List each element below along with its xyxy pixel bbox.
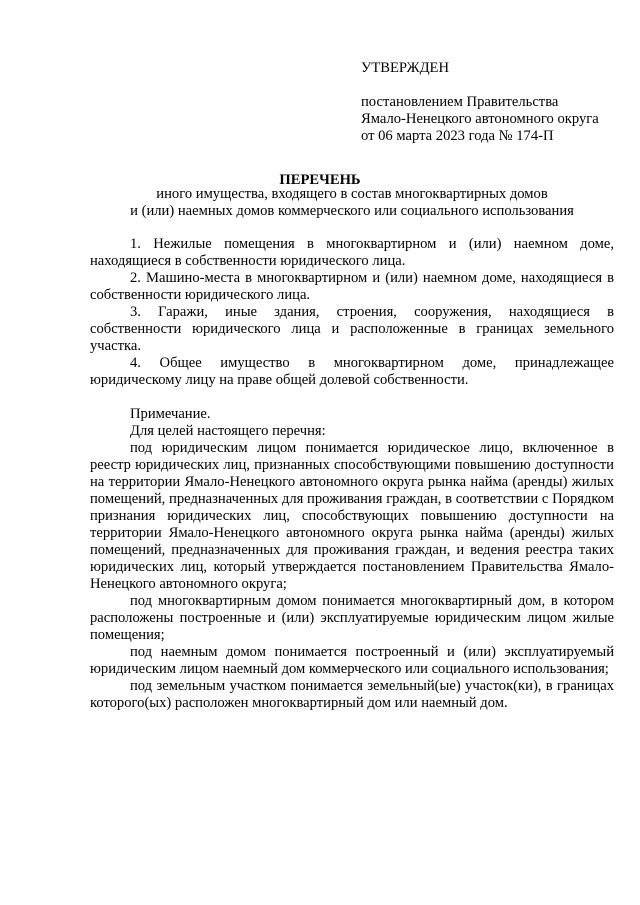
- subtitle-line-1: иного имущества, входящего в состав многоквартирных домов: [156, 186, 548, 202]
- list-item-4: 4. Общее имущество в многоквартирном доме, принадлежащее юридическому лицу на праве общей долевой собственности.: [90, 355, 614, 388]
- document-body: [90, 236, 614, 712]
- note-intro: Для целей настоящего перечня:: [130, 423, 326, 439]
- list-item-3: 3. Гаражи, иные здания, строения, сооружения, находящиеся в собственности юридического лица и расположенные в границах земельного участка.: [90, 304, 614, 354]
- note-heading: Примечание.: [130, 406, 211, 422]
- list-item-1: 1. Нежилые помещения в многоквартирном и (или) наемном доме, находящиеся в собственности юридического лица.: [90, 236, 614, 269]
- note-paragraph-1: под юридическим лицом понимается юридическое лицо, включенное в реестр юридических лиц, признанных способствующими повышению доступности на территории Ямало-Ненецкого автономного округа рынка найма (аренды) жилых помещений, предназначенных для проживания граждан, в соответствии с Порядком признания юридических лиц, способствующих повышению доступности на территории Ямало-Ненецкого автономного округа рынка найма (аренды) жилых помещений, предназначенных для проживания граждан, и ведения реестра таких юридических лиц, который утверждается постановлением Правительства Ямало-Ненецкого автономного округа;: [90, 440, 614, 592]
- note-paragraph-3: под наемным домом понимается построенный и (или) эксплуатируемый юридическим лицом наемный дом коммерческого или социального использования;: [90, 644, 614, 677]
- document-subtitle: [90, 186, 614, 220]
- approval-details: [361, 94, 631, 145]
- approval-line-2: Ямало-Ненецкого автономного округа: [361, 111, 599, 127]
- note-paragraph-2: под многоквартирным домом понимается многоквартирный дом, в котором расположены построенные и (или) эксплуатируемые юридическим лицом жилые помещения;: [90, 593, 614, 643]
- subtitle-line-2: и (или) наемных домов коммерческого или социального использования: [130, 203, 574, 219]
- document-title: ПЕРЕЧЕНЬ: [279, 172, 361, 188]
- list-item-2: 2. Машино-места в многоквартирном и (или) наемном доме, находящиеся в собственности юридического лица.: [90, 270, 614, 303]
- approval-heading: УТВЕРЖДЕН: [361, 60, 449, 76]
- spacer: [90, 389, 614, 406]
- approval-line-1: постановлением Правительства: [361, 94, 559, 110]
- approval-line-3: от 06 марта 2023 года № 174-П: [361, 128, 554, 144]
- note-paragraph-4: под земельным участком понимается земельный(ые) участок(ки), в границах которого(ых) расположен многоквартирный дом или наемный дом.: [90, 678, 614, 711]
